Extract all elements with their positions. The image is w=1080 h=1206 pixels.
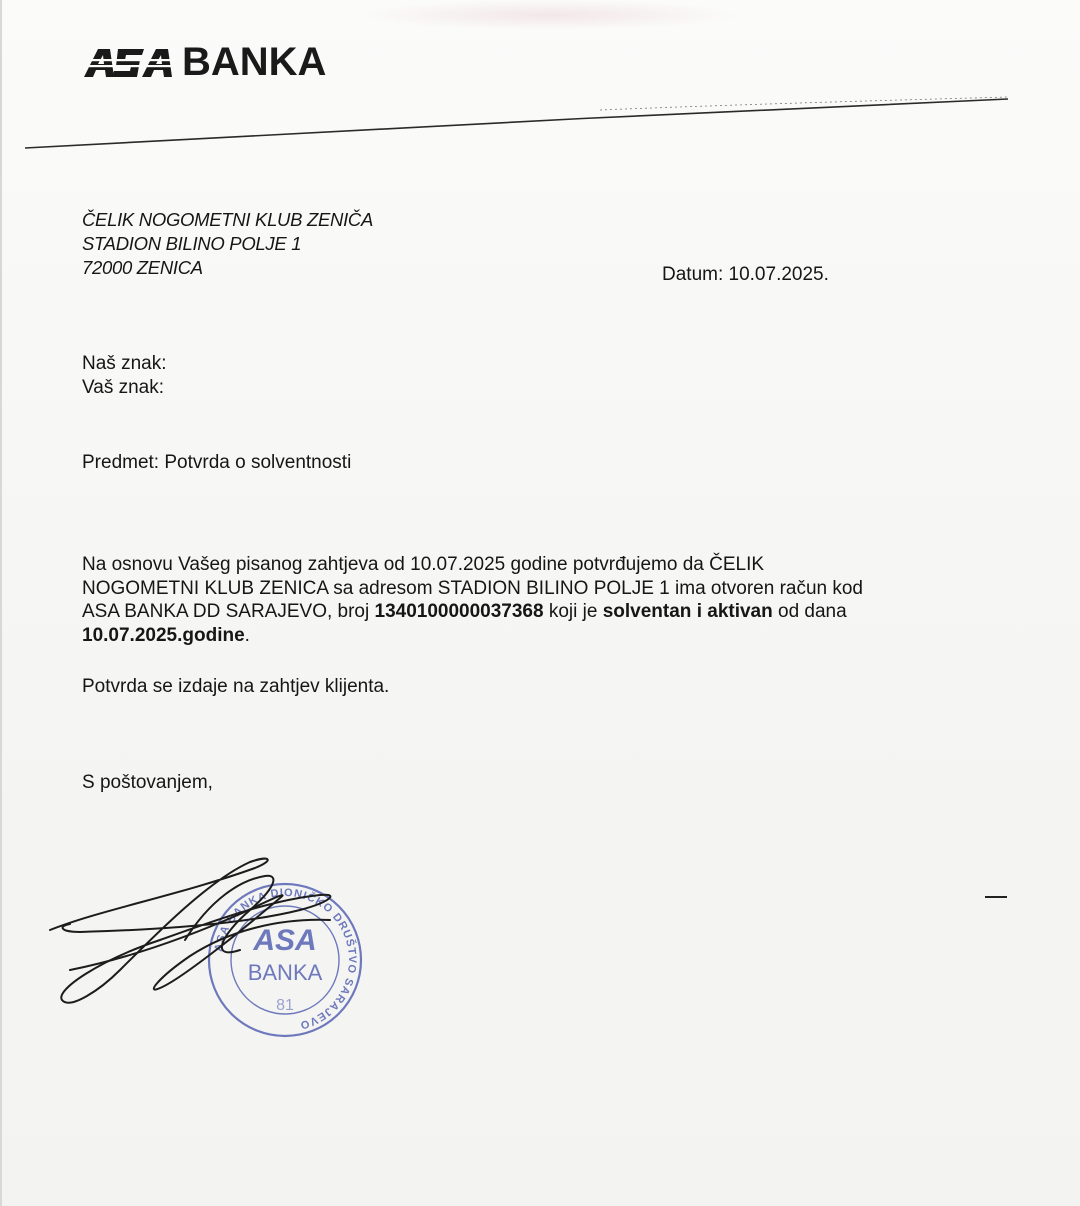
body-line-3 <box>82 600 1012 624</box>
paper-smudge <box>360 0 740 30</box>
reference-block <box>82 352 166 400</box>
svg-text:81: 81 <box>276 997 294 1014</box>
recipient-city: 72000 ZENICA <box>82 257 203 278</box>
bank-logo <box>82 40 326 84</box>
account-number: 1340100000037368 <box>374 601 544 622</box>
body-line-4 <box>82 624 1012 648</box>
letter-body <box>82 553 1012 647</box>
handwritten-signature <box>40 840 380 1040</box>
recipient-address <box>82 208 373 280</box>
body-line-4-end: . <box>244 624 250 646</box>
logo-word: BANKA <box>182 40 327 84</box>
our-reference: Naš znak: <box>82 353 167 374</box>
solvency-status: solventan i aktivan <box>602 601 773 622</box>
letter-subject: Predmet: Potvrda o solventnosti <box>82 452 352 473</box>
body-line-3-end: od dana <box>772 601 847 622</box>
your-reference: Vaš znak: <box>82 377 165 398</box>
margin-mark <box>985 896 1007 898</box>
body-line-1: Na osnovu Vašeg pisanog zahtjeva od 10.07.2025 godine potvrđujemo da ČELIK <box>82 554 765 575</box>
header-divider-line <box>0 0 1080 200</box>
body-line-3-start: ASA BANKA DD SARAJEVO, broj <box>82 601 375 622</box>
issuance-note: Potvrda se izdaje na zahtjev klijenta. <box>82 676 390 697</box>
svg-text:ASA BANKA DIONIČKO DRUŠTVO SAR: ASA BANKA DIONIČKO DRUŠTVO SARAJEVO <box>212 886 359 1032</box>
closing-salutation: S poštovanjem, <box>82 772 213 793</box>
recipient-name: ČELIK NOGOMETNI KLUB ZENIČA <box>82 209 374 230</box>
body-line-2: NOGOMETNI KLUB ZENICA sa adresom STADION BILINO POLJE 1 ima otvoren račun kod <box>82 577 864 599</box>
active-since-date: 10.07.2025.godine <box>82 624 245 646</box>
page-edge <box>0 0 2 1206</box>
svg-text:ASA: ASA <box>253 924 317 957</box>
svg-text:BANKA: BANKA <box>247 960 323 985</box>
recipient-street: STADION BILINO POLJE 1 <box>82 233 302 254</box>
asa-logo-mark <box>82 43 182 81</box>
letter-date: Datum: 10.07.2025. <box>662 264 829 285</box>
body-line-3-mid: koji je <box>543 601 603 622</box>
